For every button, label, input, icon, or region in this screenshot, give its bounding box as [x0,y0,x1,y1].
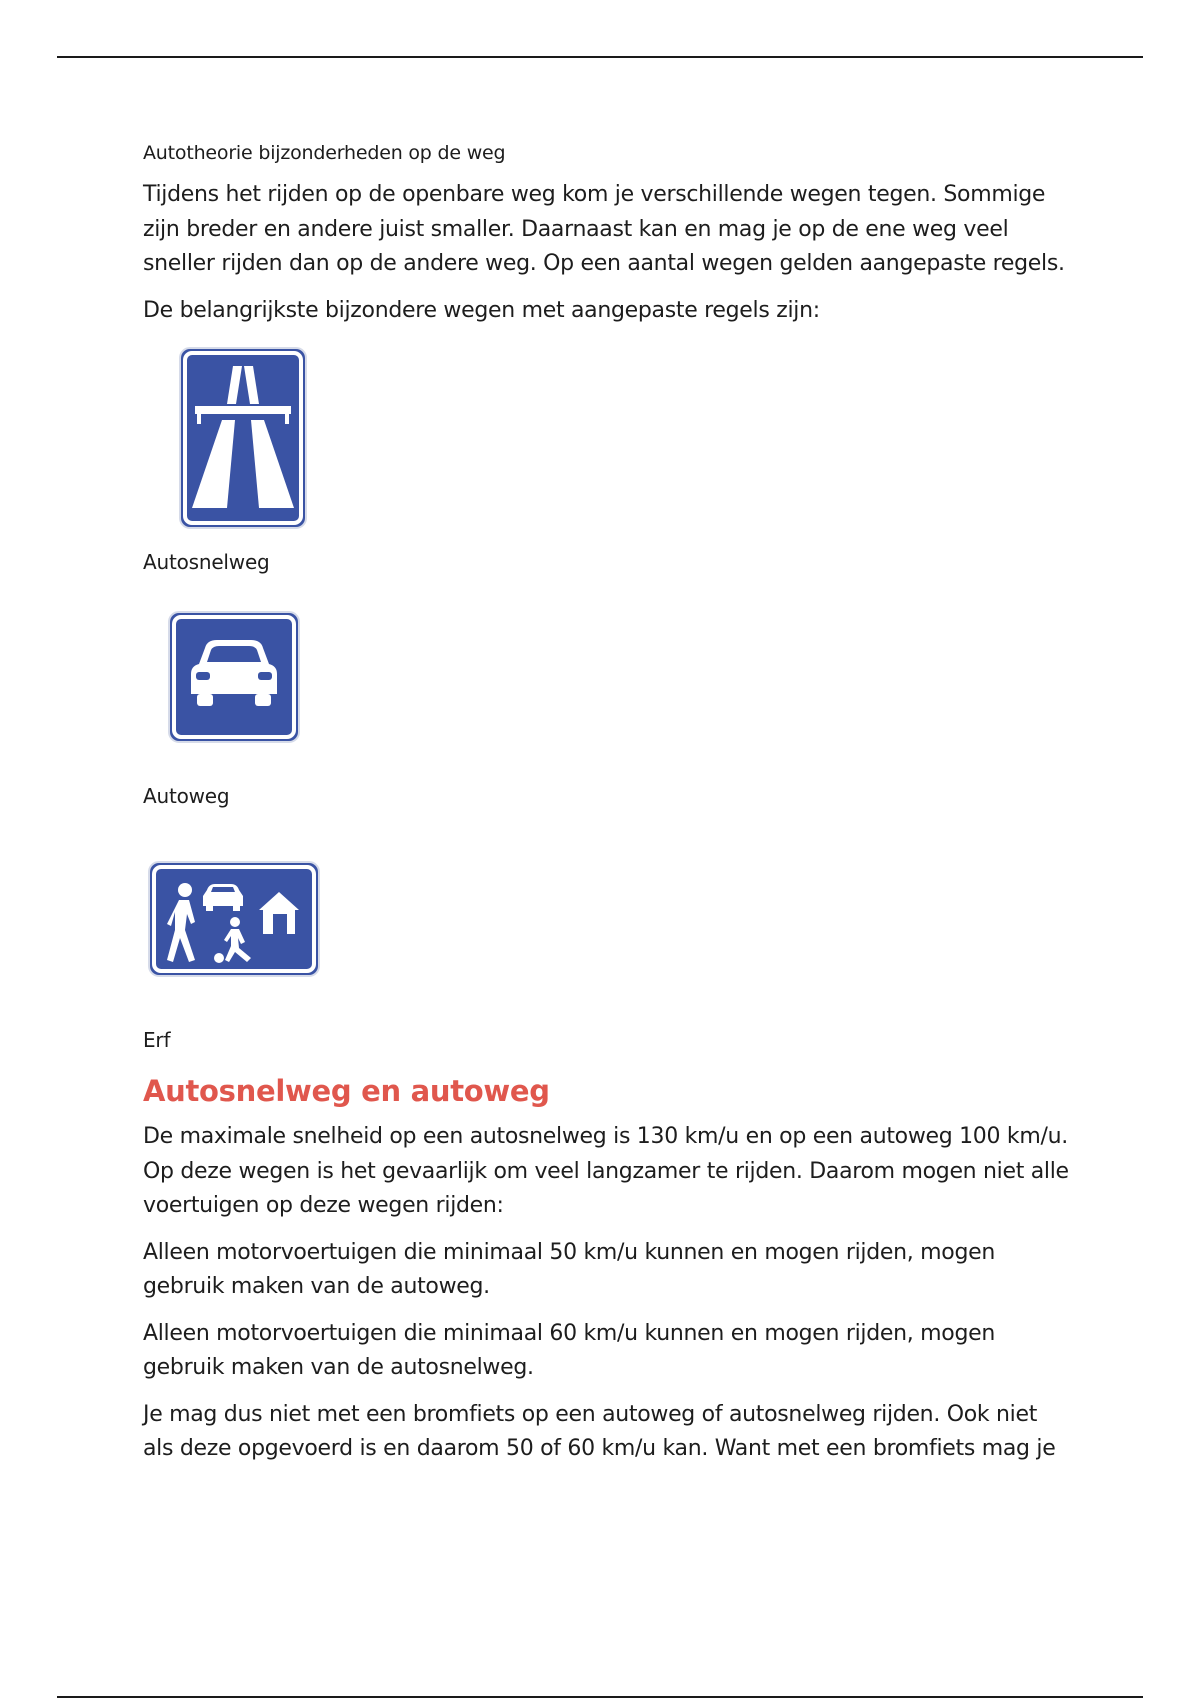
sign-caption-autosnelweg: Autosnelweg [143,550,270,574]
bottom-rule [57,1696,1143,1698]
intro-paragraph: Tijdens het rijden op de openbare weg kom je verschillende wegen tegen. Sommige zijn breder en andere juist smaller. Daarnaast kan en mag je op de ene weg veel sneller rijden dan op de andere weg. Op een aantal wegen gelden aangepaste regels. [143,182,1065,276]
section-heading: Autosnelweg en autoweg [143,1074,550,1108]
paragraph: Alleen motorvoertuigen die minimaal 50 km/u kunnen en mogen rijden, mogen gebruik maken van de autoweg. [143,1239,995,1299]
paragraph: De maximale snelheid op een autosnelweg is 130 km/u en op een autoweg 100 km/u. Op deze wegen is het gevaarlijk om veel langzamer te rijden. Daarom mogen niet alle voertuigen op deze wegen rijden: [143,1124,1069,1218]
paragraph: Je mag dus niet met een bromfiets op een autoweg of autosnelweg rijden. Ook niet als deze opgevoerd is en daarom 50 of 60 km/u kan. Want met een bromfiets mag je [143,1401,1056,1461]
top-rule [57,56,1143,58]
list-intro: De belangrijkste bijzondere wegen met aangepaste regels zijn: [143,297,820,323]
page-content [143,142,1073,1479]
sign-caption-autoweg: Autoweg [143,784,230,808]
expressway-sign-icon [167,610,301,744]
residential-zone-sign-icon [147,860,321,978]
document-title: Autotheorie bijzonderheden op de weg [143,142,506,164]
paragraph: Alleen motorvoertuigen die minimaal 60 km/u kunnen en mogen rijden, mogen gebruik maken van de autosnelweg. [143,1320,995,1380]
motorway-sign-icon [178,346,308,530]
sign-caption-erf: Erf [143,1028,171,1052]
